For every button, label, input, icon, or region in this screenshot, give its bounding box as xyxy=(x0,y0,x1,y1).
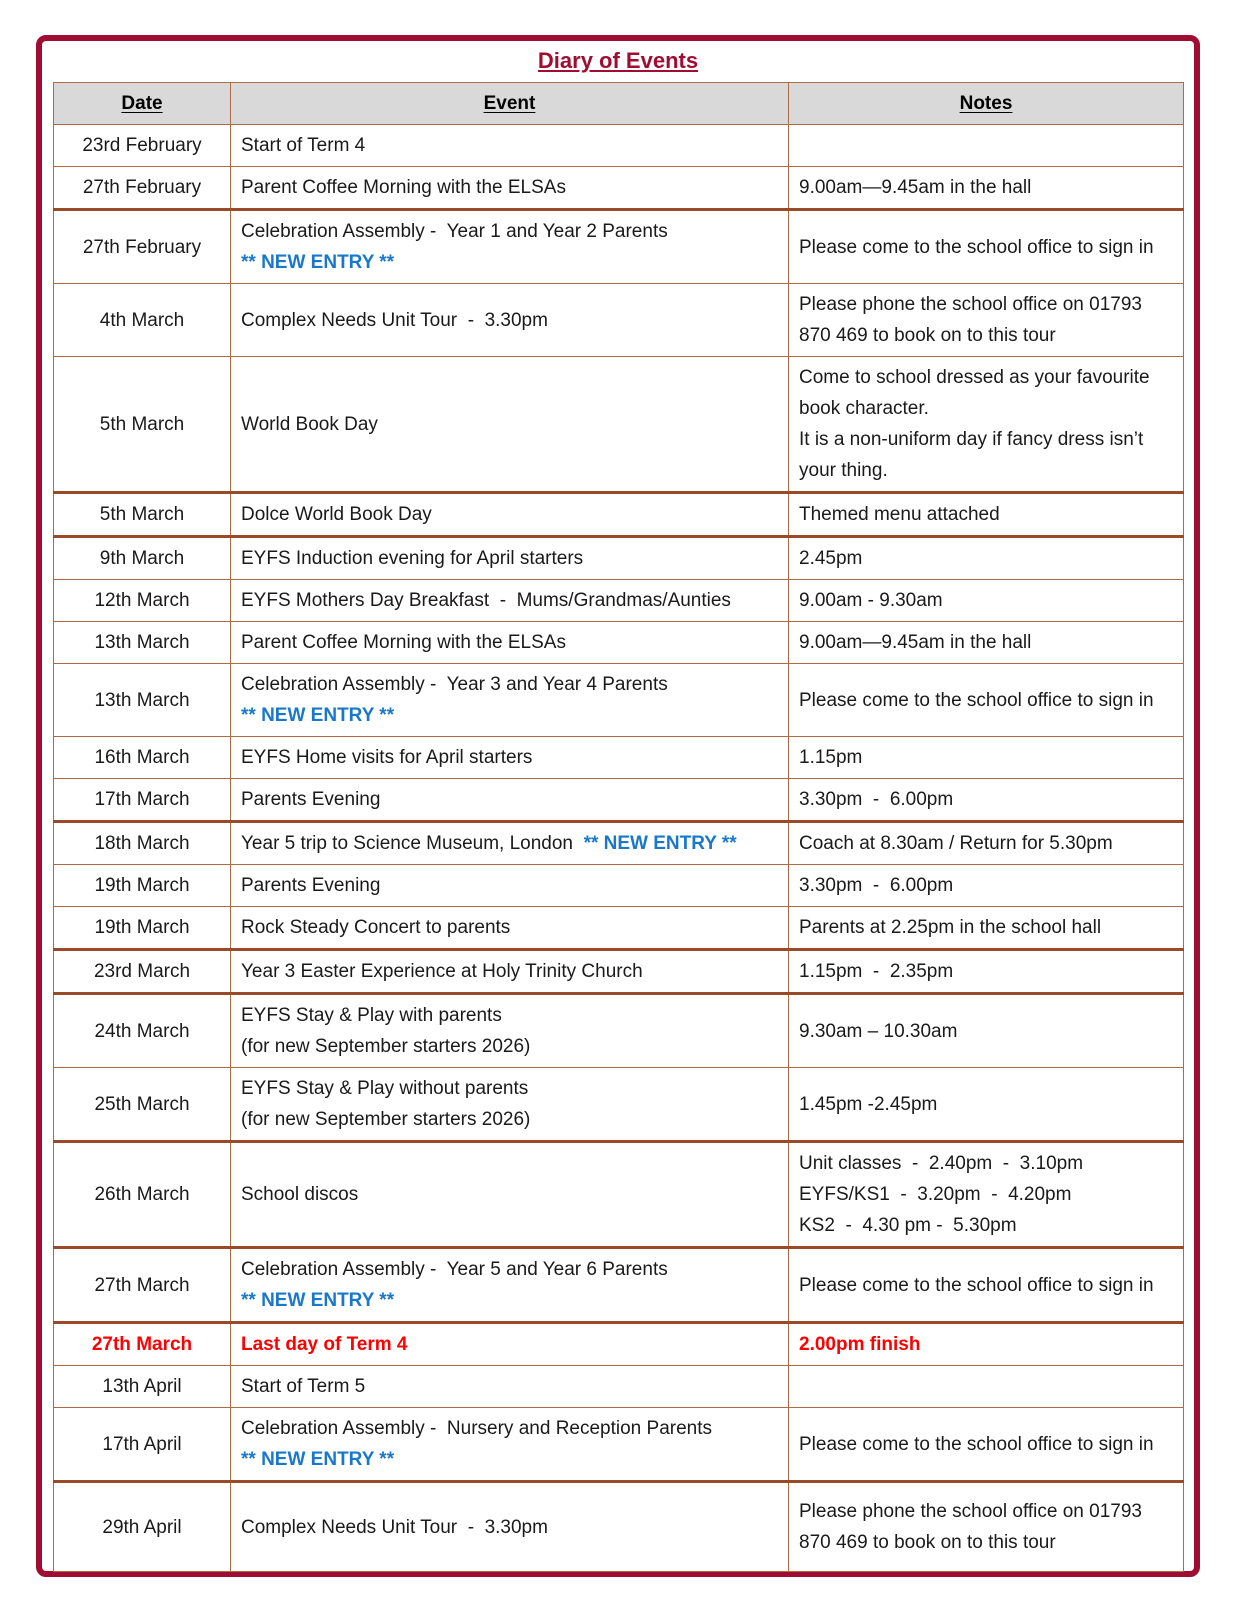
event-text: Rock Steady Concert to parents xyxy=(241,917,511,938)
date-cell: 16th March xyxy=(54,737,231,779)
event-text: Complex Needs Unit Tour - 3.30pm xyxy=(241,1516,548,1538)
table-row xyxy=(54,125,1184,167)
notes-cell xyxy=(789,779,1184,822)
table-row xyxy=(54,493,1184,537)
notes-cell xyxy=(789,1408,1184,1482)
event-cell xyxy=(231,865,789,907)
event-cell xyxy=(231,664,789,737)
event-text: Celebration Assembly - Year 1 and Year 2 Parents xyxy=(241,221,668,242)
event-text: Start of Term 4 xyxy=(241,135,366,156)
note-line: 1.15pm xyxy=(799,747,863,768)
notes-cell xyxy=(789,622,1184,664)
event-line xyxy=(241,784,778,815)
table-row xyxy=(54,994,1184,1068)
table-row xyxy=(54,1408,1184,1482)
note-line: Please come to the school office to sign in xyxy=(799,236,1154,258)
event-line xyxy=(241,499,778,530)
event-line xyxy=(241,409,778,440)
table-row xyxy=(54,1323,1184,1366)
table-row xyxy=(54,580,1184,622)
event-text: Parent Coffee Morning with the ELSAs xyxy=(241,177,566,198)
date-cell: 9th March xyxy=(54,537,231,580)
notes-cell xyxy=(789,537,1184,580)
event-line xyxy=(241,1413,778,1444)
notes-cell xyxy=(789,1366,1184,1408)
notes-cell xyxy=(789,210,1184,284)
event-cell xyxy=(231,1142,789,1248)
date-cell: 25th March xyxy=(54,1068,231,1142)
event-cell xyxy=(231,284,789,357)
event-text: (for new September starters 2026) xyxy=(241,1109,531,1130)
event-text: EYFS Induction evening for April starters xyxy=(241,548,584,569)
note-line: Please come to the school office to sign in xyxy=(799,1433,1154,1455)
table-row xyxy=(54,822,1184,865)
event-cell xyxy=(231,1323,789,1366)
event-cell xyxy=(231,622,789,664)
table-body xyxy=(54,125,1184,1572)
event-text: (for new September starters 2026) xyxy=(241,1036,531,1057)
table-row xyxy=(54,779,1184,822)
table-row xyxy=(54,950,1184,994)
notes-cell xyxy=(789,1068,1184,1142)
notes-cell xyxy=(789,907,1184,950)
notes-cell xyxy=(789,167,1184,210)
notes-cell xyxy=(789,580,1184,622)
table-header xyxy=(54,83,1184,125)
event-cell xyxy=(231,822,789,865)
date-cell: 12th March xyxy=(54,580,231,622)
note-line: Unit classes - 2.40pm - 3.10pm xyxy=(799,1153,1084,1174)
event-cell xyxy=(231,167,789,210)
event-line xyxy=(241,543,778,574)
col-header-notes: Notes xyxy=(789,83,1184,125)
notes-cell xyxy=(789,664,1184,737)
date-cell: 19th March xyxy=(54,865,231,907)
event-cell xyxy=(231,1248,789,1323)
date-cell: 19th March xyxy=(54,907,231,950)
event-text: EYFS Stay & Play with parents xyxy=(241,1005,502,1026)
table-row xyxy=(54,737,1184,779)
notes-cell xyxy=(789,1482,1184,1572)
events-table xyxy=(53,82,1184,1572)
notes-cell xyxy=(789,125,1184,167)
table-row xyxy=(54,357,1184,493)
notes-cell xyxy=(789,357,1184,493)
new-entry-badge: ** NEW ENTRY ** xyxy=(583,833,737,854)
note-line: Come to school dressed as your favourite book character. xyxy=(799,367,1155,419)
header-row xyxy=(54,83,1184,125)
event-line xyxy=(241,1329,778,1360)
event-line xyxy=(241,585,778,616)
note-line: Please come to the school office to sign in xyxy=(799,1274,1154,1296)
event-text: World Book Day xyxy=(241,413,378,435)
event-cell xyxy=(231,907,789,950)
date-cell: 4th March xyxy=(54,284,231,357)
table-row xyxy=(54,1366,1184,1408)
event-text: Dolce World Book Day xyxy=(241,504,432,525)
page-border xyxy=(36,35,1200,1577)
date-cell: 13th April xyxy=(54,1366,231,1408)
table-row xyxy=(54,1142,1184,1248)
event-line xyxy=(241,700,778,731)
date-cell: 27th February xyxy=(54,167,231,210)
note-line: KS2 - 4.30 pm - 5.30pm xyxy=(799,1215,1017,1236)
event-line xyxy=(241,828,778,859)
notes-cell xyxy=(789,1323,1184,1366)
event-line xyxy=(241,742,778,773)
notes-cell xyxy=(789,1142,1184,1248)
table-row xyxy=(54,167,1184,210)
note-line: 9.00am—9.45am in the hall xyxy=(799,177,1032,198)
event-line xyxy=(241,1104,778,1135)
event-text: Year 5 trip to Science Museum, London xyxy=(241,833,584,854)
col-header-event: Event xyxy=(231,83,789,125)
note-line: 9.00am - 9.30am xyxy=(799,590,943,611)
new-entry-badge: ** NEW ENTRY ** xyxy=(241,252,395,273)
event-line xyxy=(241,216,778,247)
note-line: EYFS/KS1 - 3.20pm - 4.20pm xyxy=(799,1184,1072,1205)
event-cell xyxy=(231,1482,789,1572)
table-row xyxy=(54,210,1184,284)
note-line: It is a non-uniform day if fancy dress isn’t your thing. xyxy=(799,429,1149,481)
event-cell xyxy=(231,580,789,622)
date-cell: 17th April xyxy=(54,1408,231,1482)
event-cell xyxy=(231,1408,789,1482)
event-cell xyxy=(231,357,789,493)
event-text: Year 3 Easter Experience at Holy Trinity Church xyxy=(241,961,643,982)
notes-cell xyxy=(789,950,1184,994)
note-line: 3.30pm - 6.00pm xyxy=(799,789,954,810)
table-row xyxy=(54,865,1184,907)
event-cell xyxy=(231,125,789,167)
event-line xyxy=(241,247,778,278)
note-line: Please phone the school office on 01793 870 469 to book on to this tour xyxy=(799,294,1148,346)
event-cell xyxy=(231,493,789,537)
event-line xyxy=(241,1254,778,1285)
event-cell xyxy=(231,1068,789,1142)
notes-cell xyxy=(789,1248,1184,1323)
table-row xyxy=(54,622,1184,664)
notes-cell xyxy=(789,493,1184,537)
note-line: Parents at 2.25pm in the school hall xyxy=(799,917,1102,938)
date-cell: 26th March xyxy=(54,1142,231,1248)
new-entry-badge: ** NEW ENTRY ** xyxy=(241,1449,395,1470)
date-cell: 27th March xyxy=(54,1248,231,1323)
note-line: Coach at 8.30am / Return for 5.30pm xyxy=(799,833,1113,854)
event-text: Parents Evening xyxy=(241,875,381,896)
notes-cell xyxy=(789,822,1184,865)
event-text: Start of Term 5 xyxy=(241,1376,366,1397)
event-cell xyxy=(231,1366,789,1408)
new-entry-badge: ** NEW ENTRY ** xyxy=(241,1290,395,1311)
date-cell: 29th April xyxy=(54,1482,231,1572)
event-text: School discos xyxy=(241,1184,359,1205)
date-cell: 27th March xyxy=(54,1323,231,1366)
note-line: 2.00pm finish xyxy=(799,1334,921,1355)
event-line xyxy=(241,912,778,943)
date-cell: 24th March xyxy=(54,994,231,1068)
note-line: Please phone the school office on 01793 870 469 to book on to this tour xyxy=(799,1501,1148,1553)
event-line xyxy=(241,669,778,700)
event-cell xyxy=(231,210,789,284)
event-text: Complex Needs Unit Tour - 3.30pm xyxy=(241,309,548,331)
date-cell: 5th March xyxy=(54,493,231,537)
event-cell xyxy=(231,737,789,779)
event-text: Parent Coffee Morning with the ELSAs xyxy=(241,632,566,653)
event-cell xyxy=(231,950,789,994)
notes-cell xyxy=(789,284,1184,357)
date-cell: 18th March xyxy=(54,822,231,865)
event-line xyxy=(241,1073,778,1104)
event-line xyxy=(241,1371,778,1402)
table-row xyxy=(54,1482,1184,1572)
event-line xyxy=(241,1031,778,1062)
event-text: EYFS Stay & Play without parents xyxy=(241,1078,529,1099)
event-line xyxy=(241,1444,778,1475)
event-cell xyxy=(231,994,789,1068)
note-line: Please come to the school office to sign in xyxy=(799,689,1154,711)
event-line xyxy=(241,627,778,658)
table-row xyxy=(54,537,1184,580)
note-line: Themed menu attached xyxy=(799,504,1000,525)
notes-cell xyxy=(789,865,1184,907)
new-entry-badge: ** NEW ENTRY ** xyxy=(241,705,395,726)
event-text: Celebration Assembly - Year 5 and Year 6 Parents xyxy=(241,1259,668,1280)
event-text: EYFS Home visits for April starters xyxy=(241,747,533,768)
note-line: 3.30pm - 6.00pm xyxy=(799,875,954,896)
event-text: Parents Evening xyxy=(241,789,381,810)
event-text: EYFS Mothers Day Breakfast - Mums/Grandmas/Aunties xyxy=(241,590,731,611)
event-cell xyxy=(231,537,789,580)
table-row xyxy=(54,1248,1184,1323)
event-line xyxy=(241,1179,778,1210)
date-cell: 23rd March xyxy=(54,950,231,994)
note-line: 1.15pm - 2.35pm xyxy=(799,961,954,982)
event-line xyxy=(241,172,778,203)
event-line xyxy=(241,1285,778,1316)
table-row xyxy=(54,907,1184,950)
note-line: 9.30am – 10.30am xyxy=(799,1020,958,1042)
table-row xyxy=(54,664,1184,737)
note-line: 2.45pm xyxy=(799,548,863,569)
event-line xyxy=(241,956,778,987)
event-text: Celebration Assembly - Nursery and Reception Parents xyxy=(241,1418,713,1439)
event-line xyxy=(241,1512,778,1543)
table-row xyxy=(54,1068,1184,1142)
date-cell: 27th February xyxy=(54,210,231,284)
date-cell: 17th March xyxy=(54,779,231,822)
col-header-date: Date xyxy=(54,83,231,125)
event-text: Last day of Term 4 xyxy=(241,1334,408,1355)
date-cell: 23rd February xyxy=(54,125,231,167)
event-text: Celebration Assembly - Year 3 and Year 4 Parents xyxy=(241,674,668,695)
note-line: 1.45pm -2.45pm xyxy=(799,1093,938,1115)
table-row xyxy=(54,284,1184,357)
event-line xyxy=(241,1000,778,1031)
event-line xyxy=(241,130,778,161)
notes-cell xyxy=(789,737,1184,779)
date-cell: 13th March xyxy=(54,622,231,664)
date-cell: 5th March xyxy=(54,357,231,493)
event-line xyxy=(241,870,778,901)
note-line: 9.00am—9.45am in the hall xyxy=(799,632,1032,653)
page-title: Diary of Events xyxy=(537,48,699,73)
notes-cell xyxy=(789,994,1184,1068)
event-cell xyxy=(231,779,789,822)
date-cell: 13th March xyxy=(54,664,231,737)
event-line xyxy=(241,305,778,336)
